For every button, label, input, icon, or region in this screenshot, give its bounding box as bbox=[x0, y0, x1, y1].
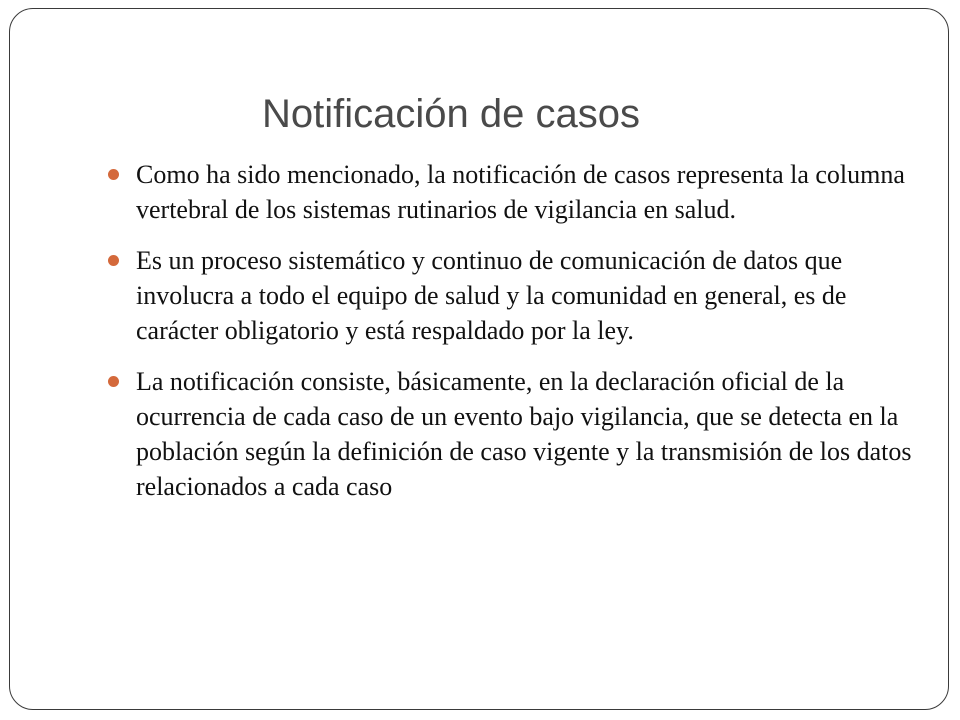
bullet-dot-icon bbox=[108, 255, 119, 266]
slide-title: Notificación de casos bbox=[262, 92, 640, 136]
bullet-text: Es un proceso sistemático y continuo de comunicación de datos que involucra a todo el equipo de salud y la comunidad en general, es de carácter obligatorio y está respaldado por la ley. bbox=[136, 246, 847, 345]
bullet-item bbox=[104, 157, 914, 227]
bullet-item bbox=[104, 364, 914, 504]
bullet-list bbox=[104, 157, 914, 520]
bullet-dot-icon bbox=[108, 169, 119, 180]
bullet-text: La notificación consiste, básicamente, en la declaración oficial de la ocurrencia de cada caso de un evento bajo vigilancia, que se detecta en la población según la definición de caso vigente y la transmisión de los datos relacionados a cada caso bbox=[136, 367, 912, 501]
bullet-item bbox=[104, 243, 914, 348]
bullet-dot-icon bbox=[108, 376, 119, 387]
bullet-text: Como ha sido mencionado, la notificación de casos representa la columna vertebral de los sistemas rutinarios de vigilancia en salud. bbox=[136, 160, 905, 224]
